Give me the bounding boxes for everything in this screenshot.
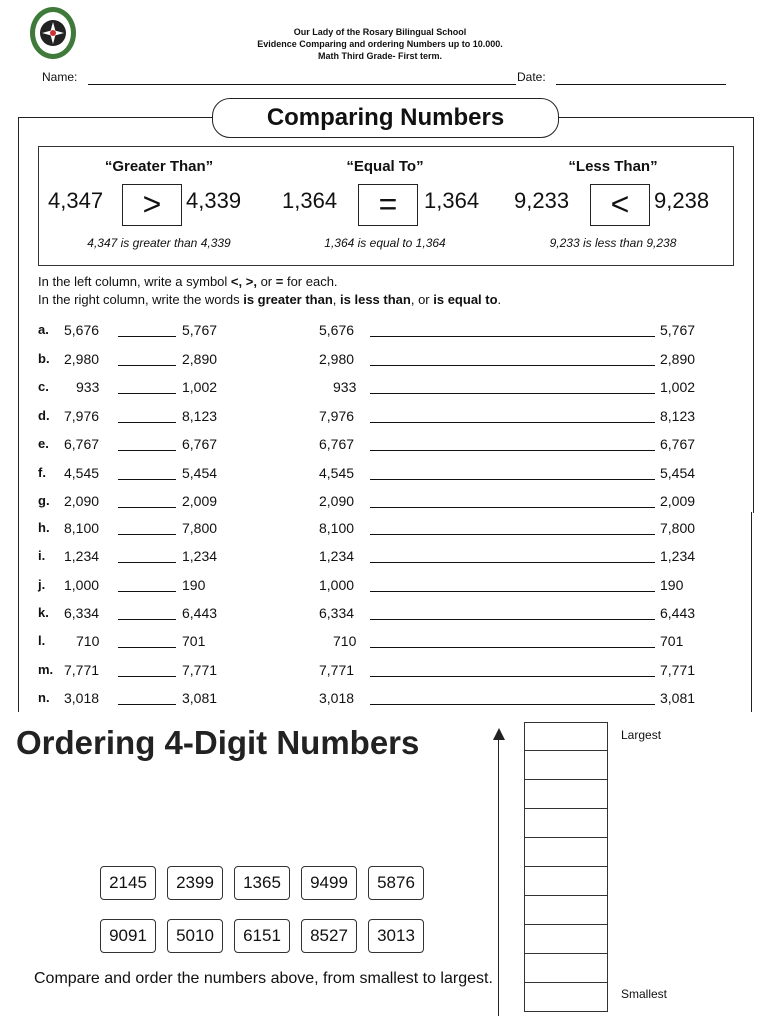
number-card[interactable]: 1365 xyxy=(234,866,290,900)
instruction-text: for each. xyxy=(283,274,338,289)
row-right-number-words: 3,081 xyxy=(660,690,696,706)
symbol-blank[interactable] xyxy=(118,365,176,366)
page-title: Comparing Numbers xyxy=(212,98,559,138)
ladder-slot[interactable] xyxy=(524,925,608,954)
example-caption: 9,233 is less than 9,238 xyxy=(549,236,677,250)
exercise-row xyxy=(38,605,718,625)
date-label: Date: xyxy=(517,70,546,84)
row-left-number: 1,234 xyxy=(64,548,100,564)
ordering-ladder xyxy=(524,722,608,1012)
instruction-text: , or xyxy=(410,292,434,307)
symbol-blank[interactable] xyxy=(118,422,176,423)
grade-label: Math Third Grade- First term. xyxy=(317,51,442,61)
row-left-number-words: 1,000 xyxy=(319,577,355,593)
example-symbol: > xyxy=(122,184,182,226)
row-right-number-words: 701 xyxy=(660,633,684,649)
row-right-number-words: 1,002 xyxy=(660,379,696,395)
row-letter: f. xyxy=(38,465,46,480)
instruction-text: In the left column, write a symbol xyxy=(38,274,231,289)
row-letter: n. xyxy=(38,690,50,705)
row-letter: c. xyxy=(38,379,49,394)
example-symbol: = xyxy=(358,184,418,226)
exercise-row xyxy=(38,690,718,710)
number-card[interactable]: 9499 xyxy=(301,866,357,900)
words-blank[interactable] xyxy=(370,647,655,648)
number-card[interactable]: 8527 xyxy=(301,919,357,953)
symbol-blank[interactable] xyxy=(118,393,176,394)
smallest-label: Smallest xyxy=(621,987,668,1001)
ladder-slot[interactable] xyxy=(524,838,608,867)
row-right-number-words: 6,767 xyxy=(660,436,696,452)
exercise-row xyxy=(38,662,718,682)
words-blank[interactable] xyxy=(370,450,655,451)
frame-left-border xyxy=(18,512,19,712)
words-blank[interactable] xyxy=(370,422,655,423)
row-right-number-words: 7,800 xyxy=(660,520,696,536)
instruction-word: is less than xyxy=(340,292,411,307)
row-left-number-words: 6,767 xyxy=(319,436,355,452)
row-letter: b. xyxy=(38,351,50,366)
example-greater xyxy=(46,158,272,250)
row-left-number: 8,100 xyxy=(64,520,100,536)
example-less xyxy=(500,158,726,250)
exercise-row xyxy=(38,520,718,540)
number-card[interactable]: 2145 xyxy=(100,866,156,900)
instruction-word: is equal to xyxy=(433,292,498,307)
words-blank[interactable] xyxy=(370,479,655,480)
row-letter: j. xyxy=(38,577,46,592)
row-right-number-words: 8,123 xyxy=(660,408,696,424)
row-letter: m. xyxy=(38,662,54,677)
row-left-number-words: 1,234 xyxy=(319,548,355,564)
instruction-symbol-equal: = xyxy=(275,274,284,289)
arrow-shaft xyxy=(498,740,499,1016)
row-right-number: 701 xyxy=(182,633,206,649)
number-card[interactable]: 3013 xyxy=(368,919,424,953)
words-blank[interactable] xyxy=(370,619,655,620)
row-left-number: 4,545 xyxy=(64,465,100,481)
row-right-number-words: 1,234 xyxy=(660,548,696,564)
row-right-number-words: 2,009 xyxy=(660,493,696,509)
example-title: “Greater Than” xyxy=(104,158,214,175)
example-caption: 4,347 is greater than 4,339 xyxy=(87,236,231,250)
exercise-row xyxy=(38,379,718,399)
ladder-slot[interactable] xyxy=(524,954,608,983)
number-card[interactable]: 5010 xyxy=(167,919,223,953)
number-card[interactable]: 5876 xyxy=(368,866,424,900)
row-right-number-words: 2,890 xyxy=(660,351,696,367)
row-left-number-words: 2,090 xyxy=(319,493,355,509)
example-right-number: 4,339 xyxy=(186,188,242,213)
number-card[interactable]: 2399 xyxy=(167,866,223,900)
symbol-blank[interactable] xyxy=(118,619,176,620)
instruction-text: In the right column, write the words xyxy=(38,292,244,307)
instruction-symbols: <, >, xyxy=(230,274,257,289)
words-blank[interactable] xyxy=(370,562,655,563)
instruction-line-1 xyxy=(38,274,338,289)
largest-label: Largest xyxy=(621,728,662,742)
row-left-number: 933 xyxy=(76,379,100,395)
exercise-row xyxy=(38,577,718,597)
row-left-number: 2,980 xyxy=(64,351,100,367)
example-equal xyxy=(272,158,498,250)
words-blank[interactable] xyxy=(370,393,655,394)
school-name: Our Lady of the Rosary Bilingual School xyxy=(293,27,467,37)
row-left-number: 6,767 xyxy=(64,436,100,452)
instruction-text: . xyxy=(497,292,502,307)
ladder-slot[interactable] xyxy=(524,722,608,751)
row-left-number: 1,000 xyxy=(64,577,100,593)
evidence-title: Evidence Comparing and ordering Numbers up to 10.000. xyxy=(257,39,503,49)
row-left-number-words: 4,545 xyxy=(319,465,355,481)
row-right-number: 7,800 xyxy=(182,520,218,536)
exercise-row xyxy=(38,351,718,371)
row-right-number: 6,443 xyxy=(182,605,218,621)
symbol-blank[interactable] xyxy=(118,704,176,705)
words-blank[interactable] xyxy=(370,365,655,366)
row-right-number: 3,081 xyxy=(182,690,218,706)
ordering-title: Ordering 4-Digit Numbers xyxy=(16,724,420,761)
row-left-number-words: 7,976 xyxy=(319,408,355,424)
row-left-number: 710 xyxy=(76,633,100,649)
row-right-number: 1,234 xyxy=(182,548,218,564)
row-left-number-words: 710 xyxy=(333,633,357,649)
example-symbol: < xyxy=(590,184,650,226)
symbol-blank[interactable] xyxy=(118,336,176,337)
name-field[interactable] xyxy=(88,84,516,85)
example-left-number: 9,233 xyxy=(514,188,570,213)
instruction-word: is greater than xyxy=(243,292,333,307)
words-blank[interactable] xyxy=(370,534,655,535)
school-logo xyxy=(28,4,78,62)
words-blank[interactable] xyxy=(370,507,655,508)
instruction-text: or xyxy=(256,274,276,289)
ordering-instruction: Compare and order the numbers above, from smallest to largest. xyxy=(34,970,493,987)
ladder-slot[interactable] xyxy=(524,751,608,780)
row-left-number-words: 8,100 xyxy=(319,520,355,536)
row-right-number: 190 xyxy=(182,577,206,593)
symbol-blank[interactable] xyxy=(118,676,176,677)
row-left-number: 7,976 xyxy=(64,408,100,424)
exercise-row xyxy=(38,465,718,485)
symbol-blank[interactable] xyxy=(118,562,176,563)
example-right-number: 9,238 xyxy=(654,188,710,213)
symbol-blank[interactable] xyxy=(118,534,176,535)
exercise-row xyxy=(38,493,718,513)
row-right-number-words: 7,771 xyxy=(660,662,696,678)
instruction-line-2 xyxy=(38,292,501,307)
ladder-slot[interactable] xyxy=(524,809,608,838)
row-letter: a. xyxy=(38,322,49,337)
row-letter: g. xyxy=(38,493,50,508)
ladder-slot[interactable] xyxy=(524,983,608,1012)
exercise-row xyxy=(38,436,718,456)
row-letter: k. xyxy=(38,605,49,620)
row-letter: e. xyxy=(38,436,49,451)
row-letter: l. xyxy=(38,633,46,648)
example-caption: 1,364 is equal to 1,364 xyxy=(324,236,446,250)
words-blank[interactable] xyxy=(370,336,655,337)
row-right-number: 6,767 xyxy=(182,436,218,452)
words-blank[interactable] xyxy=(370,704,655,705)
example-left-number: 1,364 xyxy=(282,188,338,213)
row-left-number-words: 2,980 xyxy=(319,351,355,367)
row-right-number-words: 190 xyxy=(660,577,684,593)
symbol-blank[interactable] xyxy=(118,507,176,508)
frame-right-border xyxy=(751,512,752,712)
row-right-number: 8,123 xyxy=(182,408,218,424)
words-blank[interactable] xyxy=(370,591,655,592)
row-left-number-words: 6,334 xyxy=(319,605,355,621)
row-right-number: 2,009 xyxy=(182,493,218,509)
row-left-number-words: 3,018 xyxy=(319,690,355,706)
symbol-blank[interactable] xyxy=(118,591,176,592)
example-right-number: 1,364 xyxy=(424,188,480,213)
row-left-number: 5,676 xyxy=(64,322,100,338)
ladder-slot[interactable] xyxy=(524,896,608,925)
symbol-blank[interactable] xyxy=(118,450,176,451)
row-right-number-words: 5,454 xyxy=(660,465,696,481)
row-letter: i. xyxy=(38,548,46,563)
ladder-slot[interactable] xyxy=(524,780,608,809)
arrow-up-icon xyxy=(493,728,505,740)
exercise-row xyxy=(38,633,718,653)
example-title: “Equal To” xyxy=(346,158,424,175)
row-left-number: 7,771 xyxy=(64,662,100,678)
symbol-blank[interactable] xyxy=(118,479,176,480)
number-card[interactable]: 9091 xyxy=(100,919,156,953)
row-right-number: 5,767 xyxy=(182,322,218,338)
date-field[interactable] xyxy=(556,84,726,85)
instruction-text: , xyxy=(332,292,341,307)
row-left-number-words: 933 xyxy=(333,379,357,395)
number-card[interactable]: 6151 xyxy=(234,919,290,953)
example-title: “Less Than” xyxy=(568,158,658,175)
exercise-row xyxy=(38,548,718,568)
school-header xyxy=(190,26,570,62)
row-right-number: 2,890 xyxy=(182,351,218,367)
exercise-row xyxy=(38,322,718,342)
row-right-number: 1,002 xyxy=(182,379,218,395)
row-right-number: 5,454 xyxy=(182,465,218,481)
row-right-number-words: 5,767 xyxy=(660,322,696,338)
row-left-number: 3,018 xyxy=(64,690,100,706)
example-left-number: 4,347 xyxy=(48,188,104,213)
exercise-row xyxy=(38,408,718,428)
symbol-blank[interactable] xyxy=(118,647,176,648)
row-left-number-words: 7,771 xyxy=(319,662,355,678)
row-right-number: 7,771 xyxy=(182,662,218,678)
ladder-slot[interactable] xyxy=(524,867,608,896)
row-letter: h. xyxy=(38,520,50,535)
row-letter: d. xyxy=(38,408,50,423)
row-left-number: 6,334 xyxy=(64,605,100,621)
row-right-number-words: 6,443 xyxy=(660,605,696,621)
row-left-number-words: 5,676 xyxy=(319,322,355,338)
name-label: Name: xyxy=(42,70,78,84)
row-left-number: 2,090 xyxy=(64,493,100,509)
words-blank[interactable] xyxy=(370,676,655,677)
